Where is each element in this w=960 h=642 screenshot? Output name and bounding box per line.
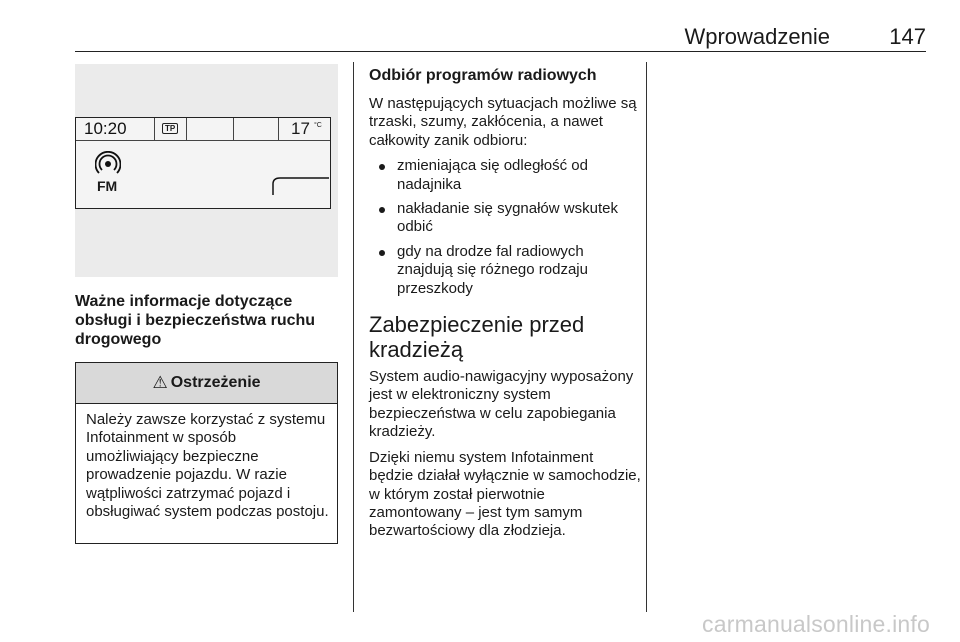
lcd-segment (278, 118, 279, 140)
theft-paragraph-2: Dzięki niemu system Infotainment będzie działał wyłącznie w samochodzie, w którym został pierwotnie zamontowany – jest tym samym bezwartościowy dla złodzieja. (369, 448, 641, 540)
column-divider-left (353, 62, 354, 612)
list-item: gdy na drodze fal radiowych znajdują się różnego rodzaju przeszkody (369, 243, 641, 298)
lcd-temperature-unit: °C (314, 122, 322, 129)
column-divider-right (646, 62, 647, 612)
warning-triangle-icon: ⚠ (152, 373, 168, 392)
list-item: nakładanie się sygnałów wskutek odbić (369, 200, 641, 237)
lcd-segment (186, 118, 187, 140)
header-section-title: Wprowadzenie (684, 24, 830, 49)
header-rule (75, 51, 926, 52)
traffic-program-indicator: TP (162, 123, 178, 134)
page-header (75, 26, 926, 48)
warning-text: Należy zawsze korzystać z systemu Infotainment w sposób umożliwiający bezpieczne prowadzenie pojazdu. W razie wątpliwości zatrzymać pojazd i obsługiwać system podczas postoju. (86, 411, 329, 521)
safety-heading: Ważne informacje dotyczące obsługi i bezpieczeństwa ruchu drogowego (75, 293, 316, 348)
warning-title: Ostrzeżenie (170, 374, 261, 391)
lcd-display (75, 117, 331, 209)
lcd-band-label: FM (97, 178, 118, 194)
reception-heading: Odbiór programów radiowych (369, 67, 597, 84)
lcd-frequency-bar (272, 176, 330, 196)
header-page-number: 147 (889, 24, 926, 49)
watermark: carmanualsonline.info (702, 611, 930, 637)
lcd-clock: 10:20 (84, 119, 127, 138)
list-item: zmieniająca się odległość od nadajnika (369, 157, 641, 194)
right-column (369, 66, 641, 548)
lcd-segment (154, 118, 155, 140)
fm-broadcast-icon (95, 151, 121, 177)
warning-header (76, 363, 337, 404)
theft-paragraph-1: System audio-nawigacyjny wyposażony jest w elektroniczny system bezpieczeństwa w celu zapobiegania kradzieży. (369, 368, 634, 441)
reception-bullet-list (369, 157, 641, 298)
lcd-temperature: 17 (291, 119, 310, 138)
reception-intro: W następujących sytuacjach możliwe są trzaski, szumy, zakłócenia, a nawet całkowity zanik odbioru: (369, 95, 637, 149)
warning-box (75, 362, 338, 544)
lcd-segment (233, 118, 234, 140)
theft-heading: Zabezpieczenie przed kradzieżą (369, 312, 585, 363)
